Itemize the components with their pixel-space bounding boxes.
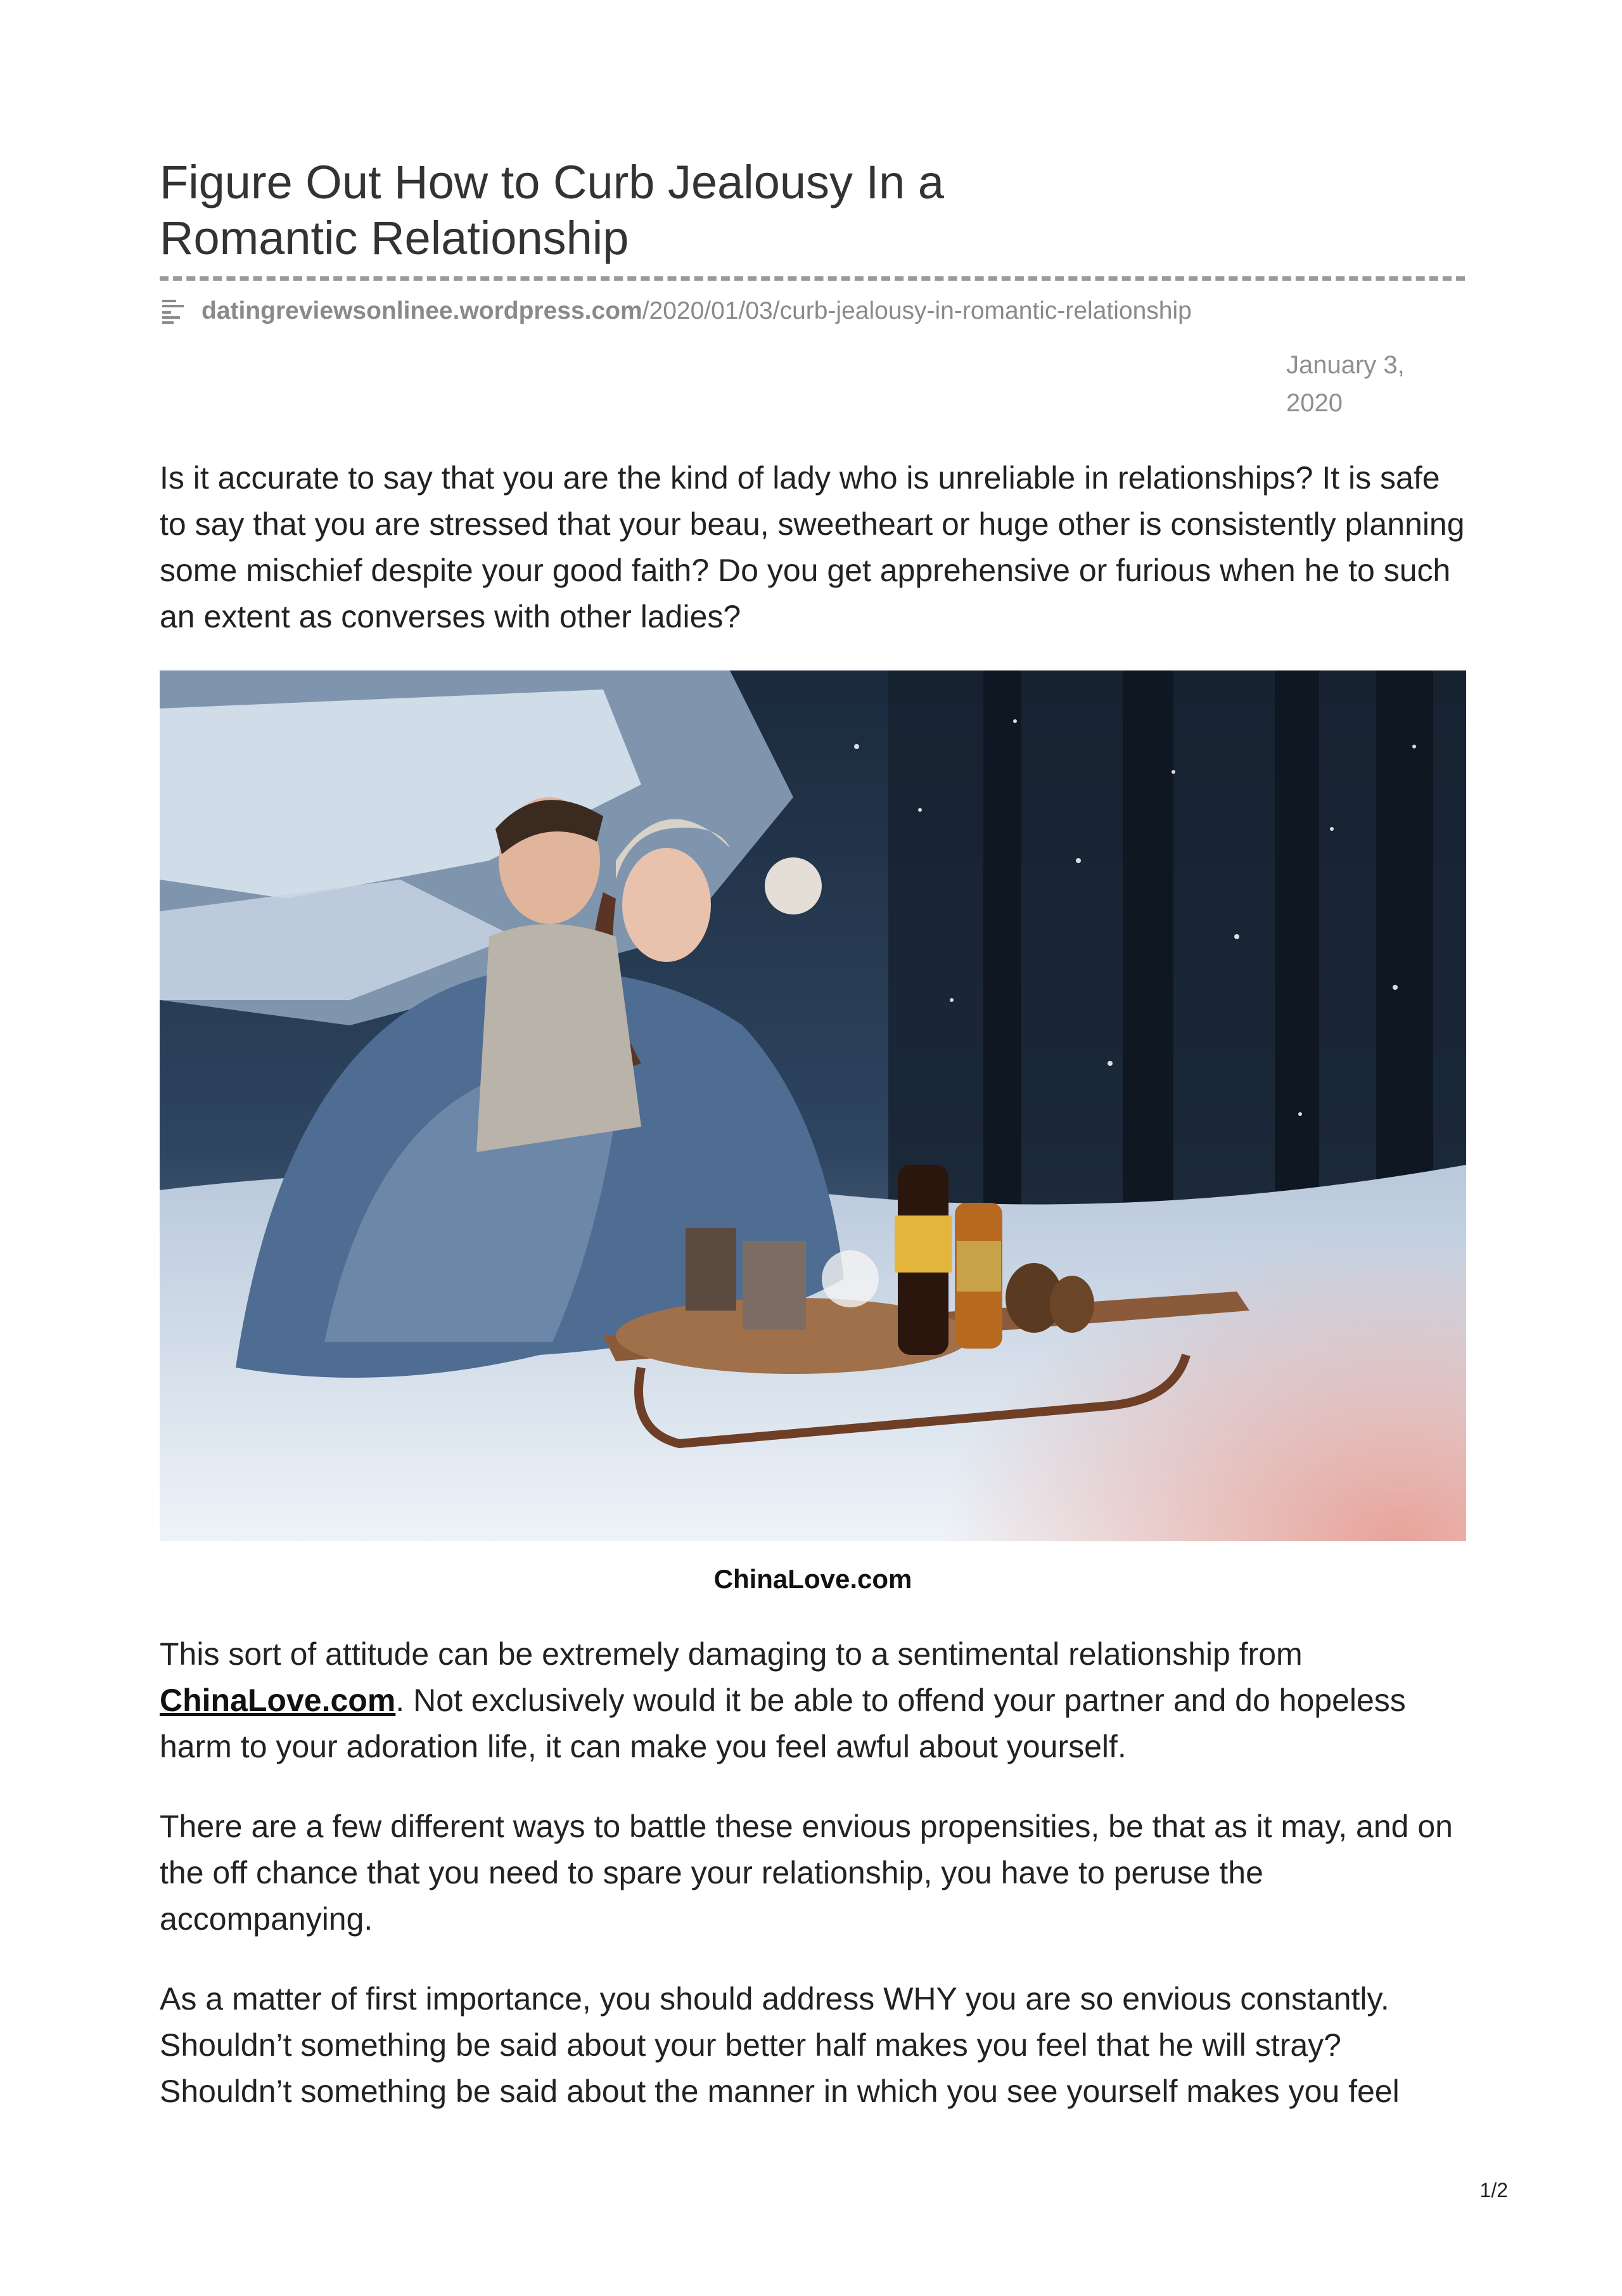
paragraph-attitude-text: This sort of attitude can be extremely damaging to a sentimental relationship from [160,1636,1303,1672]
publish-date: January 3, 2020 [1286,351,1405,417]
source-domain[interactable]: datingreviewsonlinee.wordpress.com [201,297,642,324]
source-path[interactable]: /2020/01/03/curb-jealousy-in-romantic-relationship [642,297,1192,324]
title-divider [160,276,1465,281]
chinalove-link[interactable]: ChinaLove.com [160,1683,396,1718]
paragraph-ways: There are a few different ways to battle these envious propensities, be that as it may, and on the off chance that you need to spare your relationship, you have to peruse the accompanying. [160,1809,1453,1937]
site-logo-icon [160,297,190,325]
page-number: 1/2 [1479,2179,1508,2202]
source-url[interactable] [160,295,1192,327]
paragraph-attitude-text-end: . Not exclusively would it be able to offend your partner and do hopeless harm to your adoration life, it can make you feel awful about yourself. [160,1683,1406,1764]
article-image [160,670,1466,1541]
image-caption: ChinaLove.com [713,1564,912,1594]
paragraph-attitude [160,1631,1471,1770]
paragraph-intro: Is it accurate to say that you are the kind of lady who is unreliable in relationships? It is safe to say that you are stressed that your beau, sweetheart or huge other is consistently planning some mischief despite your good faith? Do you get apprehensive or furious when he to such an extent as converses with other ladies? [160,460,1465,634]
paragraph-why: As a matter of first importance, you should address WHY you are so envious constantly. Shouldn’t something be said about your better half makes you feel that he will stray? Shouldn’t something be said about the manner in which you see yourself makes you feel [160,1981,1400,2109]
article-title: Figure Out How to Curb Jealousy In a Romantic Relationship [160,156,945,264]
